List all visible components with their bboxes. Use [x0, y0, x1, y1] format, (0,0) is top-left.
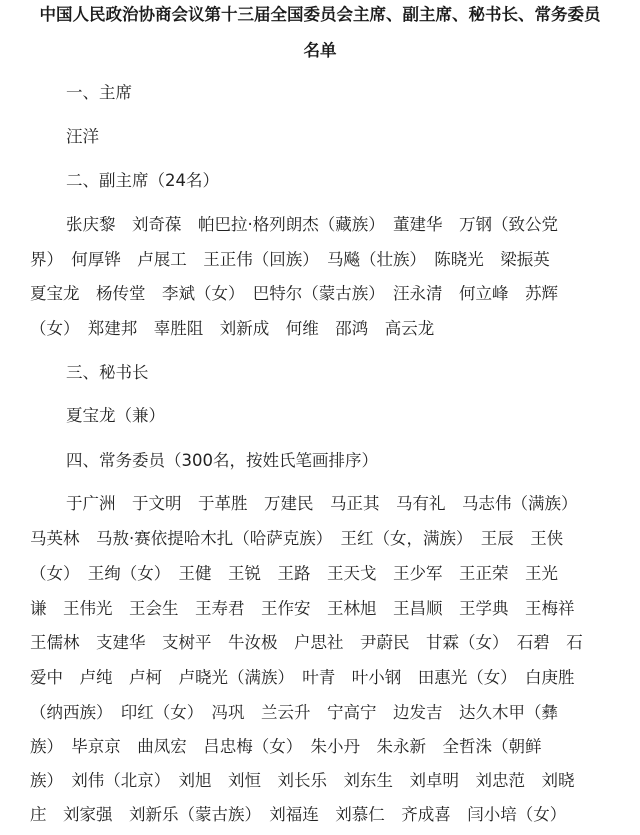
vice-chairmen-line: （女） 郑建邦 辜胜阻 刘新成 何维 邵鸿 高云龙	[30, 319, 435, 338]
chairman-name: 汪洋	[66, 127, 99, 146]
vice-chairmen-line: 界） 何厚铧 卢展工 王正伟（回族） 马飚（壮族） 陈晓光 梁振英	[30, 250, 550, 269]
standing-members-line: （女） 王绚（女） 王健 王锐 王路 王天戈 王少军 王正荣 王光	[30, 564, 558, 583]
standing-members-line: 庄 刘家强 刘新乐（蒙古族） 刘福连 刘慕仁 齐成喜 闫小培（女）	[30, 805, 567, 824]
standing-members-line: 于广洲 于文明 于革胜 万建民 马正其 马有礼 马志伟（满族）	[66, 494, 578, 513]
section-heading-chairman: 一、主席	[66, 83, 132, 102]
secretary-general-name: 夏宝龙（兼）	[66, 406, 165, 425]
standing-members-line: （纳西族） 印红（女） 冯巩 兰云升 宁高宁 边发吉 达久木甲（彝	[30, 703, 558, 722]
section-heading-standing-members: 四、常务委员（300名，按姓氏笔画排序）	[66, 451, 378, 470]
standing-members-line: 王儒林 支建华 支树平 牛汝极 户思社 尹蔚民 甘霖（女） 石碧 石	[30, 633, 583, 652]
document-title-line-2: 名单	[303, 41, 337, 60]
standing-members-line: 马英林 马敖·赛依提哈木扎（哈萨克族） 王红（女，满族） 王辰 王侠	[30, 529, 564, 548]
standing-members-line: 族） 毕京京 曲凤宏 吕忠梅（女） 朱小丹 朱永新 全哲洙（朝鲜	[30, 737, 542, 756]
vice-chairmen-line: 张庆黎 刘奇葆 帕巴拉·格列朗杰（藏族） 董建华 万钢（致公党	[66, 215, 558, 234]
section-heading-secretary-general: 三、秘书长	[66, 363, 149, 382]
document-title-line-1: 中国人民政治协商会议第十三届全国委员会主席、副主席、秘书长、常务委员	[39, 5, 601, 24]
vice-chairmen-line: 夏宝龙 杨传堂 李斌（女） 巴特尔（蒙古族） 汪永清 何立峰 苏辉	[30, 284, 558, 303]
standing-members-line: 族） 刘伟（北京） 刘旭 刘恒 刘长乐 刘东生 刘卓明 刘忠范 刘晓	[30, 771, 575, 790]
standing-members-line: 谦 王伟光 王会生 王寿君 王作安 王林旭 王昌顺 王学典 王梅祥	[30, 599, 575, 618]
standing-members-line: 爱中 卢纯 卢柯 卢晓光（满族） 叶青 叶小钢 田惠光（女） 白庚胜	[30, 668, 575, 687]
section-heading-vice-chairmen: 二、副主席（24名）	[66, 171, 219, 190]
